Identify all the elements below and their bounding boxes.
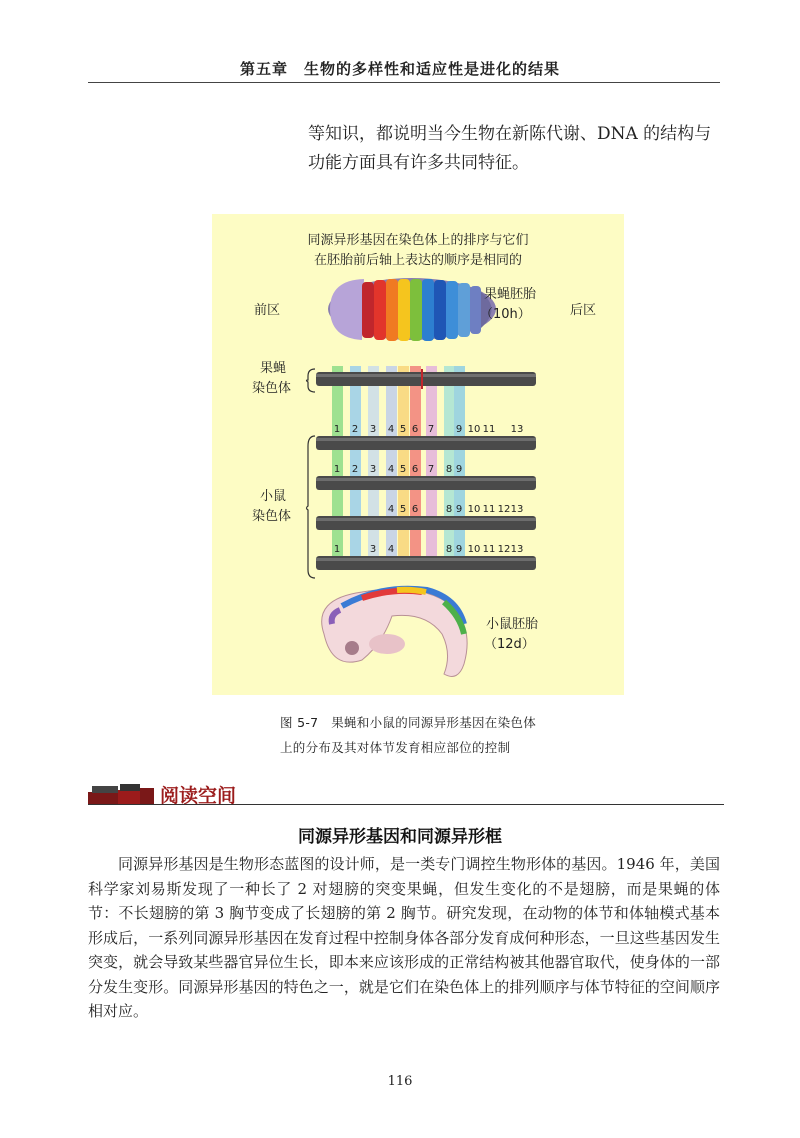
gene-number-label: 11 bbox=[482, 544, 496, 555]
gene-number-label: 8 bbox=[445, 544, 453, 555]
fly-embryo-label: 果蝇胚胎 bbox=[484, 287, 537, 302]
mouse-chromosome-label-2: 染色体 bbox=[252, 509, 292, 524]
mouse-embryo-label: 小鼠胚胎 bbox=[486, 617, 539, 632]
gene-number-label: 4 bbox=[387, 504, 395, 515]
gene-number-label: 6 bbox=[411, 504, 419, 515]
back-region-label: 后区 bbox=[570, 303, 597, 318]
figure-5-7 bbox=[212, 214, 624, 695]
gene-number-label: 5 bbox=[399, 464, 407, 475]
gene-number-label: 10 bbox=[467, 424, 481, 435]
gene-number-label: 2 bbox=[351, 464, 359, 475]
gene-number-label: 13 bbox=[510, 424, 524, 435]
fly-embryo-illustration bbox=[328, 278, 496, 341]
gene-number-label: 4 bbox=[387, 424, 395, 435]
fly-gene-labels bbox=[334, 424, 524, 435]
fly-bracket bbox=[307, 369, 316, 392]
gene-number-label: 8 bbox=[445, 504, 453, 515]
gene-number-label: 13 bbox=[510, 544, 524, 555]
running-header: 第五章 生物的多样性和适应性是进化的结果 bbox=[239, 60, 560, 78]
fly-chromosome-label-1: 果蝇 bbox=[260, 361, 287, 376]
gene-number-label: 9 bbox=[455, 544, 463, 555]
gene-number-label: 3 bbox=[369, 464, 377, 475]
figure-graphic bbox=[212, 214, 624, 695]
caption-line-1: 图 5-7 果蝇和小鼠的同源异形基因在染色体 bbox=[280, 715, 536, 730]
gene-number-label: 7 bbox=[427, 464, 435, 475]
mouse-chromosome-label-1: 小鼠 bbox=[260, 489, 287, 504]
gene-number-label: 12 bbox=[497, 544, 511, 555]
gene-number-label: 10 bbox=[467, 504, 481, 515]
gene-number-label: 4 bbox=[387, 544, 395, 555]
caption-line-2: 上的分布及其对体节发育相应部位的控制 bbox=[280, 740, 511, 755]
gene-number-label: 8 bbox=[445, 464, 453, 475]
intro-paragraph: 等知识，都说明当今生物在新陈代谢、DNA 的结构与功能方面具有许多共同特征。 bbox=[308, 124, 712, 173]
gene-number-label: 9 bbox=[455, 424, 463, 435]
figure-caption bbox=[280, 710, 580, 760]
mouse-embryo-time: （12d） bbox=[484, 637, 535, 652]
reading-section-title: 阅读空间 bbox=[160, 785, 237, 807]
gene-number-label: 2 bbox=[351, 424, 359, 435]
gene-number-label: 4 bbox=[387, 464, 395, 475]
gene-number-label: 3 bbox=[369, 544, 377, 555]
gene-number-label: 11 bbox=[482, 504, 496, 515]
gene-number-label: 9 bbox=[455, 464, 463, 475]
gene-number-label: 1 bbox=[333, 424, 341, 435]
gene-number-label: 5 bbox=[399, 504, 407, 515]
gene-number-label: 9 bbox=[455, 504, 463, 515]
gene-number-label: 11 bbox=[482, 424, 496, 435]
article-body: 同源异形基因是生物形态蓝图的设计师，是一类专门调控生物形体的基因。1946 年，美国科学家刘易斯发现了一种长了 2 对翅膀的突变果蝇，但发生变化的不是翅膀，而是果蝇的体节：不长翅膀的第 3 胸节变成了长翅膀的第 2 胸节。研究发现，在动物的体节和体轴模式基本形成后，一系列同源异形基因在发育过程中控制身体各部分发育成何种形态，一旦这些基因发生突变，就会导致某些器官异位生长，即本来应该形成的正常结构被其他器官取代，使身体的一部分发生变形。同源异形基因的特色之一，就是它们在染色体上的排列顺序与体节特征的空间顺序相对应。 bbox=[88, 855, 720, 1020]
gene-number-label: 3 bbox=[369, 424, 377, 435]
article-title: 同源异形基因和同源异形框 bbox=[298, 827, 502, 847]
gene-number-label: 1 bbox=[333, 544, 341, 555]
gene-number-label: 12 bbox=[497, 504, 511, 515]
gene-number-label: 7 bbox=[427, 424, 435, 435]
mouse-bracket bbox=[307, 436, 316, 578]
book-stack-icon bbox=[88, 792, 118, 804]
header-rule bbox=[88, 82, 720, 83]
page-number: 116 bbox=[387, 1074, 413, 1089]
gene-number-label: 10 bbox=[467, 544, 481, 555]
figure-title-line1: 同源异形基因在染色体上的排序与它们 bbox=[307, 233, 529, 248]
figure-title-line2: 在胚胎前后轴上表达的顺序是相同的 bbox=[313, 253, 523, 268]
front-region-label: 前区 bbox=[254, 303, 281, 318]
gene-number-label: 6 bbox=[411, 424, 419, 435]
fly-embryo-time: （10h） bbox=[480, 307, 531, 322]
mouse-embryo-illustration bbox=[322, 589, 467, 677]
fly-chromosome-label-2: 染色体 bbox=[252, 381, 292, 396]
gene-number-label: 6 bbox=[411, 464, 419, 475]
reading-rule bbox=[88, 804, 724, 805]
gene-number-label: 13 bbox=[510, 504, 524, 515]
gene-number-label: 1 bbox=[333, 464, 341, 475]
gene-number-label: 5 bbox=[399, 424, 407, 435]
